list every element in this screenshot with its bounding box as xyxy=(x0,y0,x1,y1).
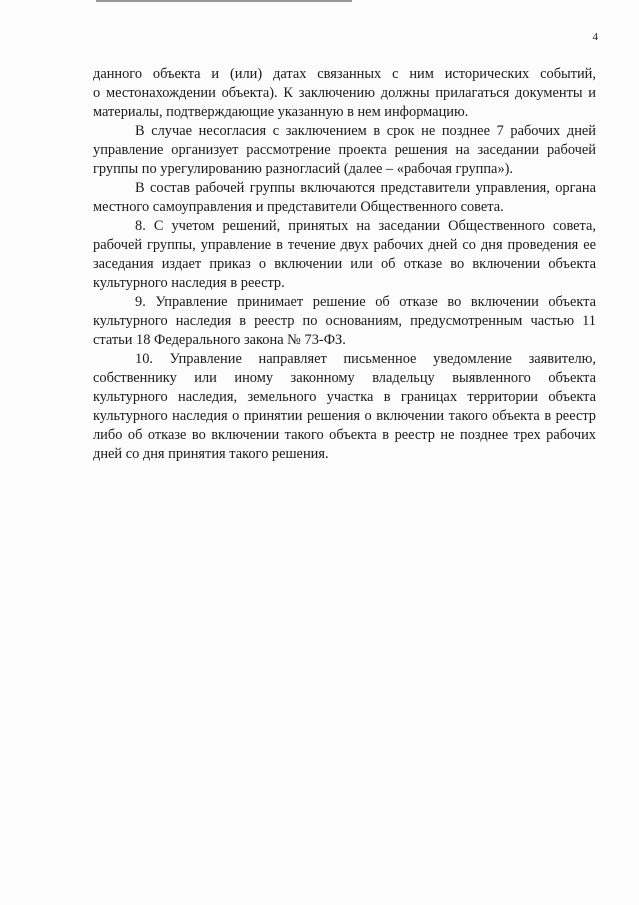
text-line: дней со дня принятия такого решения. xyxy=(93,446,329,462)
text-line: либо об отказе во включении такого объекта в реестр не позднее трех рабочих xyxy=(93,427,596,443)
text-line: собственнику или иному законному владельцу выявленного объекта xyxy=(93,370,596,386)
text-line: культурного наследия в реестр по основаниям, предусмотренным частью 11 xyxy=(93,313,596,329)
text-line: заседания издает приказ о включении или об отказе во включении объекта xyxy=(93,256,596,272)
paragraph xyxy=(93,179,596,217)
text-line: местного самоуправления и представители Общественного совета. xyxy=(93,199,504,215)
text-line: данного объекта и (или) датах связанных с ним исторических событий, xyxy=(93,66,596,82)
text-line: культурного наследия о принятии решения о включении такого объекта в реестр xyxy=(93,408,596,424)
text-line: группы по урегулированию разногласий (далее – «рабочая группа»). xyxy=(93,161,514,177)
paragraph xyxy=(93,122,596,179)
text-line: культурного наследия в реестр. xyxy=(93,275,285,291)
text-line: 9. Управление принимает решение об отказе во включении объекта xyxy=(135,294,596,310)
text-line: статьи 18 Федерального закона № 73-ФЗ. xyxy=(93,332,346,348)
document-body xyxy=(93,65,596,464)
text-line: о местонахождении объекта). К заключению должны прилагаться документы и xyxy=(93,85,596,101)
text-line: В состав рабочей группы включаются представители управления, органа xyxy=(135,180,596,196)
paragraph xyxy=(93,65,596,122)
text-line: культурного наследия, земельного участка в границах территории объекта xyxy=(93,389,596,405)
paragraph xyxy=(93,350,596,464)
paragraph xyxy=(93,293,596,350)
paragraph xyxy=(93,217,596,293)
text-line: рабочей группы, управление в течение двух рабочих дней со дня проведения ее xyxy=(93,237,596,253)
text-line: материалы, подтверждающие указанную в нем информацию. xyxy=(93,104,469,120)
text-line: 10. Управление направляет письменное уведомление заявителю, xyxy=(135,351,596,367)
page-number: 4 xyxy=(592,31,598,43)
text-line: управление организует рассмотрение проекта решения на заседании рабочей xyxy=(93,142,596,158)
text-line: 8. С учетом решений, принятых на заседании Общественного совета, xyxy=(135,218,596,234)
text-line: В случае несогласия с заключением в срок не позднее 7 рабочих дней xyxy=(135,123,596,139)
scan-edge-rule xyxy=(96,0,352,2)
